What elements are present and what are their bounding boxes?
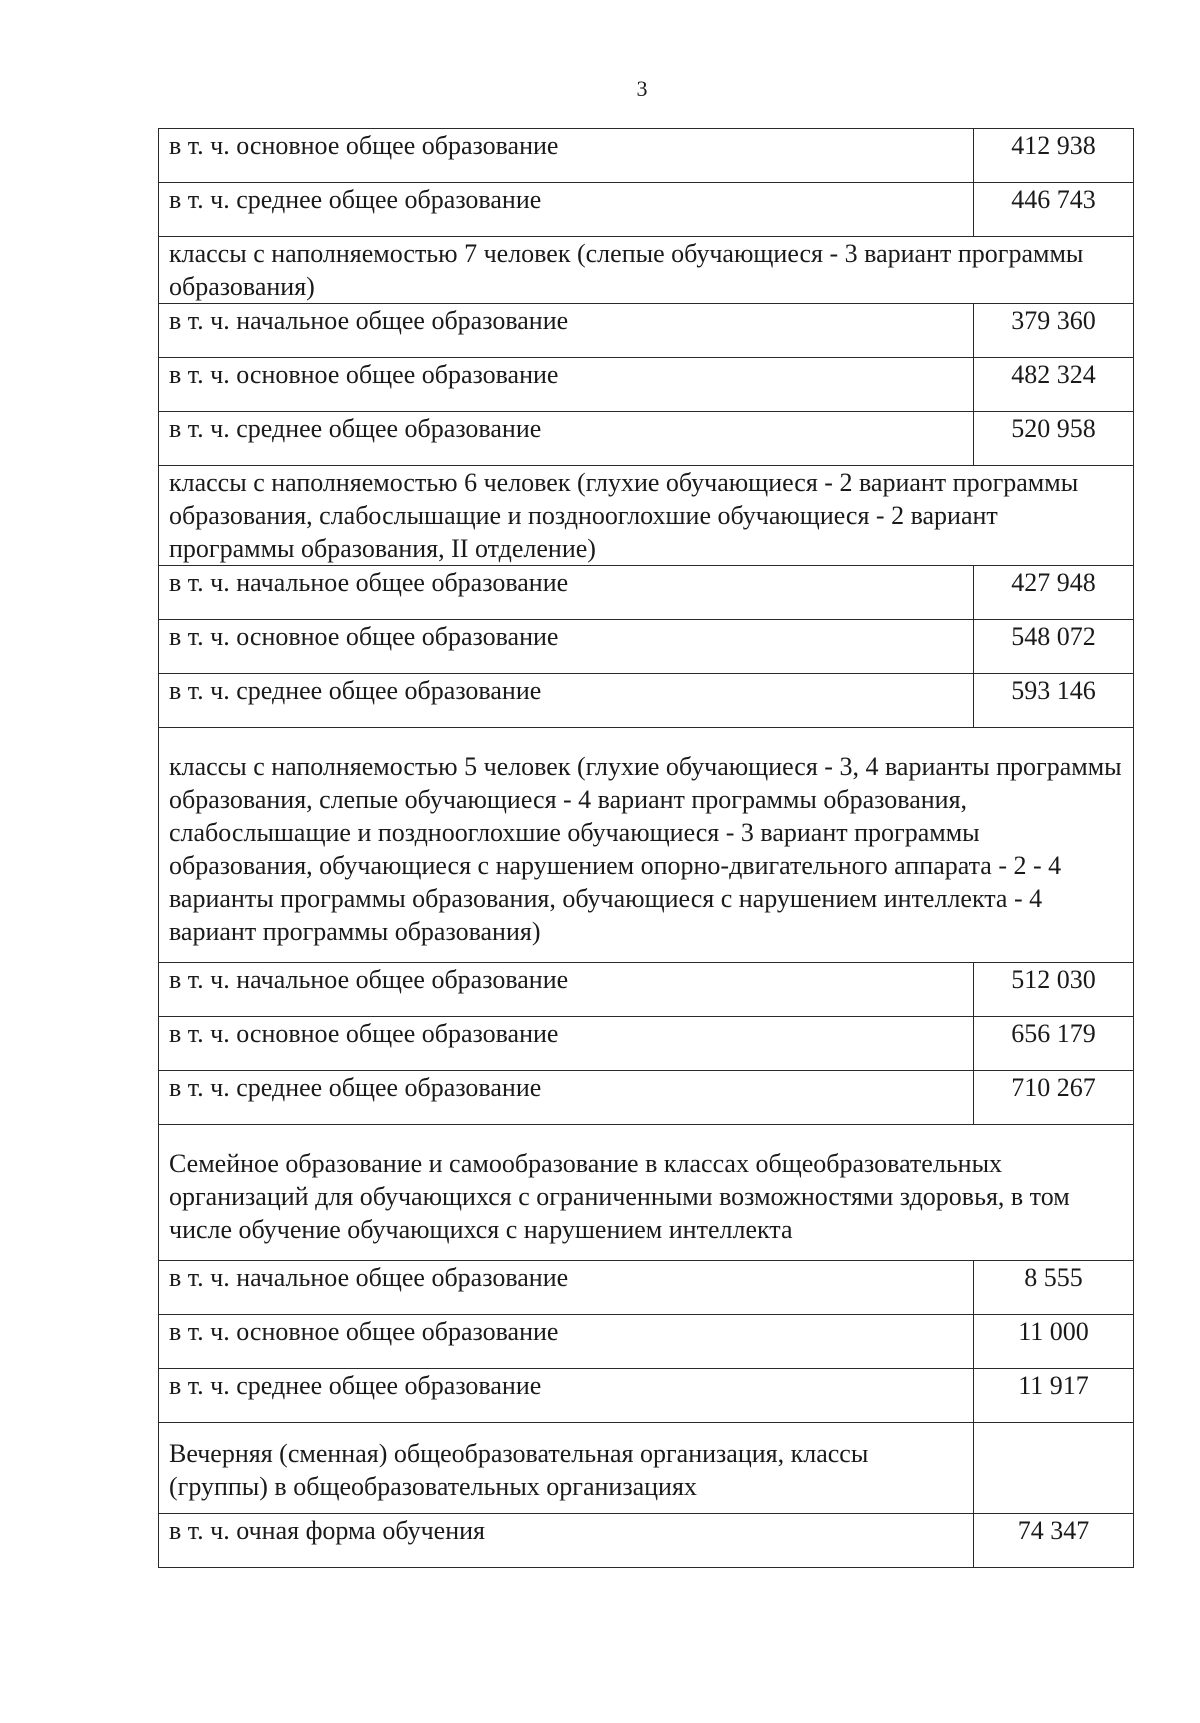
row-label: в т. ч. среднее общее образование — [159, 183, 974, 237]
row-value: 593 146 — [974, 674, 1134, 728]
row-label: в т. ч. начальное общее образование — [159, 963, 974, 1017]
section-header: классы с наполняемостью 5 человек (глухие обучающиеся - 3, 4 варианты программы образования, слепые обучающиеся - 4 вариант программы образования, слабослышащие и позднооглохшие обучающиеся - 3 вариант программы образования, обучающиеся с нарушением опорно-двигательного аппарата - 2 - 4 варианты программы образования, обучающиеся с нарушением интеллекта - 4 вариант программы образования) — [159, 728, 1134, 963]
row-value: 482 324 — [974, 358, 1134, 412]
table-row — [159, 183, 1134, 237]
row-label: в т. ч. среднее общее образование — [159, 412, 974, 466]
row-label: в т. ч. основное общее образование — [159, 1017, 974, 1071]
row-label: в т. ч. начальное общее образование — [159, 1261, 974, 1315]
row-value: 11 000 — [974, 1315, 1134, 1369]
section-header-row — [159, 237, 1134, 304]
table-row — [159, 566, 1134, 620]
allocation-table — [158, 128, 1134, 1568]
row-value: 379 360 — [974, 304, 1134, 358]
row-value: 427 948 — [974, 566, 1134, 620]
section-header-row — [159, 1423, 1134, 1514]
section-header: классы с наполняемостью 7 человек (слепые обучающиеся - 3 вариант программы образования) — [159, 237, 1134, 304]
row-value: 520 958 — [974, 412, 1134, 466]
row-value: 446 743 — [974, 183, 1134, 237]
row-value: 710 267 — [974, 1071, 1134, 1125]
section-header-row — [159, 1125, 1134, 1261]
table-row — [159, 674, 1134, 728]
table-row — [159, 1369, 1134, 1423]
table-row — [159, 358, 1134, 412]
row-label: в т. ч. основное общее образование — [159, 129, 974, 183]
row-value: 11 917 — [974, 1369, 1134, 1423]
row-label: в т. ч. начальное общее образование — [159, 566, 974, 620]
page-number: 3 — [636, 76, 648, 101]
row-value: 512 030 — [974, 963, 1134, 1017]
section-header-row — [159, 466, 1134, 566]
row-label: в т. ч. очная форма обучения — [159, 1514, 974, 1568]
row-value: 548 072 — [974, 620, 1134, 674]
row-value: 8 555 — [974, 1261, 1134, 1315]
section-header-row — [159, 728, 1134, 963]
table-row — [159, 412, 1134, 466]
table-row — [159, 1315, 1134, 1369]
row-label: в т. ч. основное общее образование — [159, 620, 974, 674]
section-header: Вечерняя (сменная) общеобразовательная организация, классы (группы) в общеобразовательных организациях — [159, 1423, 974, 1514]
row-value-empty — [974, 1423, 1134, 1514]
row-value: 412 938 — [974, 129, 1134, 183]
row-value: 74 347 — [974, 1514, 1134, 1568]
table-row — [159, 963, 1134, 1017]
section-header: Семейное образование и самообразование в классах общеобразовательных организаций для обучающихся с ограниченными возможностями здоровья, в том числе обучение обучающихся с нарушением интеллекта — [159, 1125, 1134, 1261]
row-label: в т. ч. среднее общее образование — [159, 1369, 974, 1423]
row-label: в т. ч. среднее общее образование — [159, 1071, 974, 1125]
table-row — [159, 1071, 1134, 1125]
row-label: в т. ч. основное общее образование — [159, 358, 974, 412]
row-label: в т. ч. среднее общее образование — [159, 674, 974, 728]
table-row — [159, 304, 1134, 358]
row-label: в т. ч. начальное общее образование — [159, 304, 974, 358]
table-row — [159, 1261, 1134, 1315]
row-value: 656 179 — [974, 1017, 1134, 1071]
row-label: в т. ч. основное общее образование — [159, 1315, 974, 1369]
table-row — [159, 129, 1134, 183]
section-header: классы с наполняемостью 6 человек (глухие обучающиеся - 2 вариант программы образования, слабослышащие и позднооглохшие обучающиеся - 2 вариант программы образования, II отделение) — [159, 466, 1134, 566]
table-row — [159, 1017, 1134, 1071]
table-row — [159, 1514, 1134, 1568]
table-row — [159, 620, 1134, 674]
